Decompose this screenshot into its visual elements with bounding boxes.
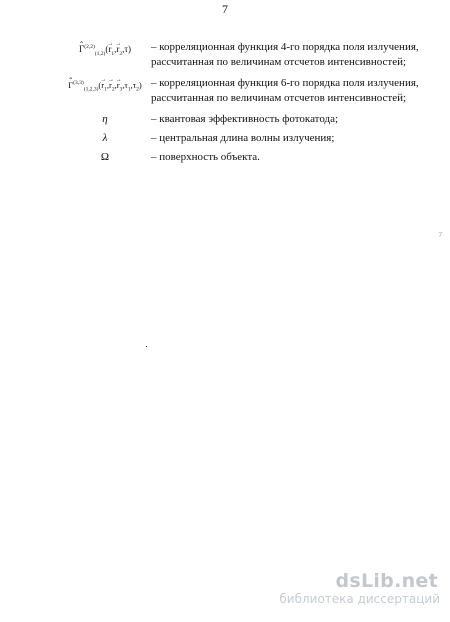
paren-open: ( [98,79,102,90]
description-line-1: центральная длина волны излучения; [159,132,335,144]
page-number: 7 [222,2,228,16]
tau2-symbol: τ [132,79,137,90]
separator: , [130,79,133,90]
scan-speck [146,346,147,347]
vector-r3-index: 3 [119,86,123,93]
vector-r2-index: 2 [111,86,115,93]
vector-r2: → r [109,80,112,90]
description-line-2: рассчитанная по величинам отсчетов интенсивностей; [151,55,407,68]
separator: , [106,79,109,90]
vector-r2-index: 2 [119,50,123,57]
separator: , [122,79,125,90]
definition-description [151,40,441,69]
symbol-gamma-4th-order [66,40,144,61]
symbol-subscript: (1,2,3) [83,86,99,93]
paren-close: ) [127,44,131,54]
vector-r1: → r [101,80,104,90]
vector-r1-index: 1 [104,86,107,93]
vector-r3: → r [117,80,120,90]
symbol-omega: Ω [100,151,110,163]
dash: – [151,132,157,144]
definition-description [151,150,441,165]
tau1-index: 1 [127,86,131,93]
gamma-symbol: ˆ Γ [79,44,84,54]
dash: – [151,77,157,89]
separator: , [122,44,125,54]
symbol-superscript: (3,3) [73,80,84,86]
symbol-subscript: (1,2) [94,50,106,57]
margin-mark: 7 [438,231,443,239]
symbol-lambda: λ [102,132,108,144]
watermark [262,570,444,607]
description-line-1: поверхность объекта. [159,151,260,163]
tau-symbol: τ [124,44,128,54]
tau1-symbol: τ [124,79,128,90]
tau2-index: 2 [136,86,139,93]
watermark-logo: dsLib.net [335,570,438,592]
description-line-2: рассчитанная по величинам отсчетов интенсивностей; [151,91,407,104]
symbol-superscript: (2,2) [84,44,95,50]
description-line-1: корреляционная функция 6-го порядка поля излучения, [159,77,419,89]
description-line-1: квантовая эффективность фотокатода; [159,113,339,125]
separator: , [114,44,117,54]
watermark-tagline: библиотека диссертаций [279,592,440,606]
dash: – [151,113,157,125]
description-line-1: корреляционная функция 4-го порядка поля излучения, [159,41,419,53]
paren-open: ( [105,44,109,54]
definition-description [151,112,441,127]
dash: – [151,151,157,163]
definition-description [151,76,441,105]
separator: , [114,79,117,90]
vector-r1: → r [108,44,111,54]
vector-r1-index: 1 [111,50,115,57]
symbol-eta: η [102,113,108,125]
symbol-gamma-6th-order [60,76,150,97]
paren-close: ) [138,79,142,90]
gamma-symbol: ˆ Γ [68,80,73,90]
vector-r2: → r [116,44,119,54]
dash: – [151,41,157,53]
definition-description [151,131,441,146]
